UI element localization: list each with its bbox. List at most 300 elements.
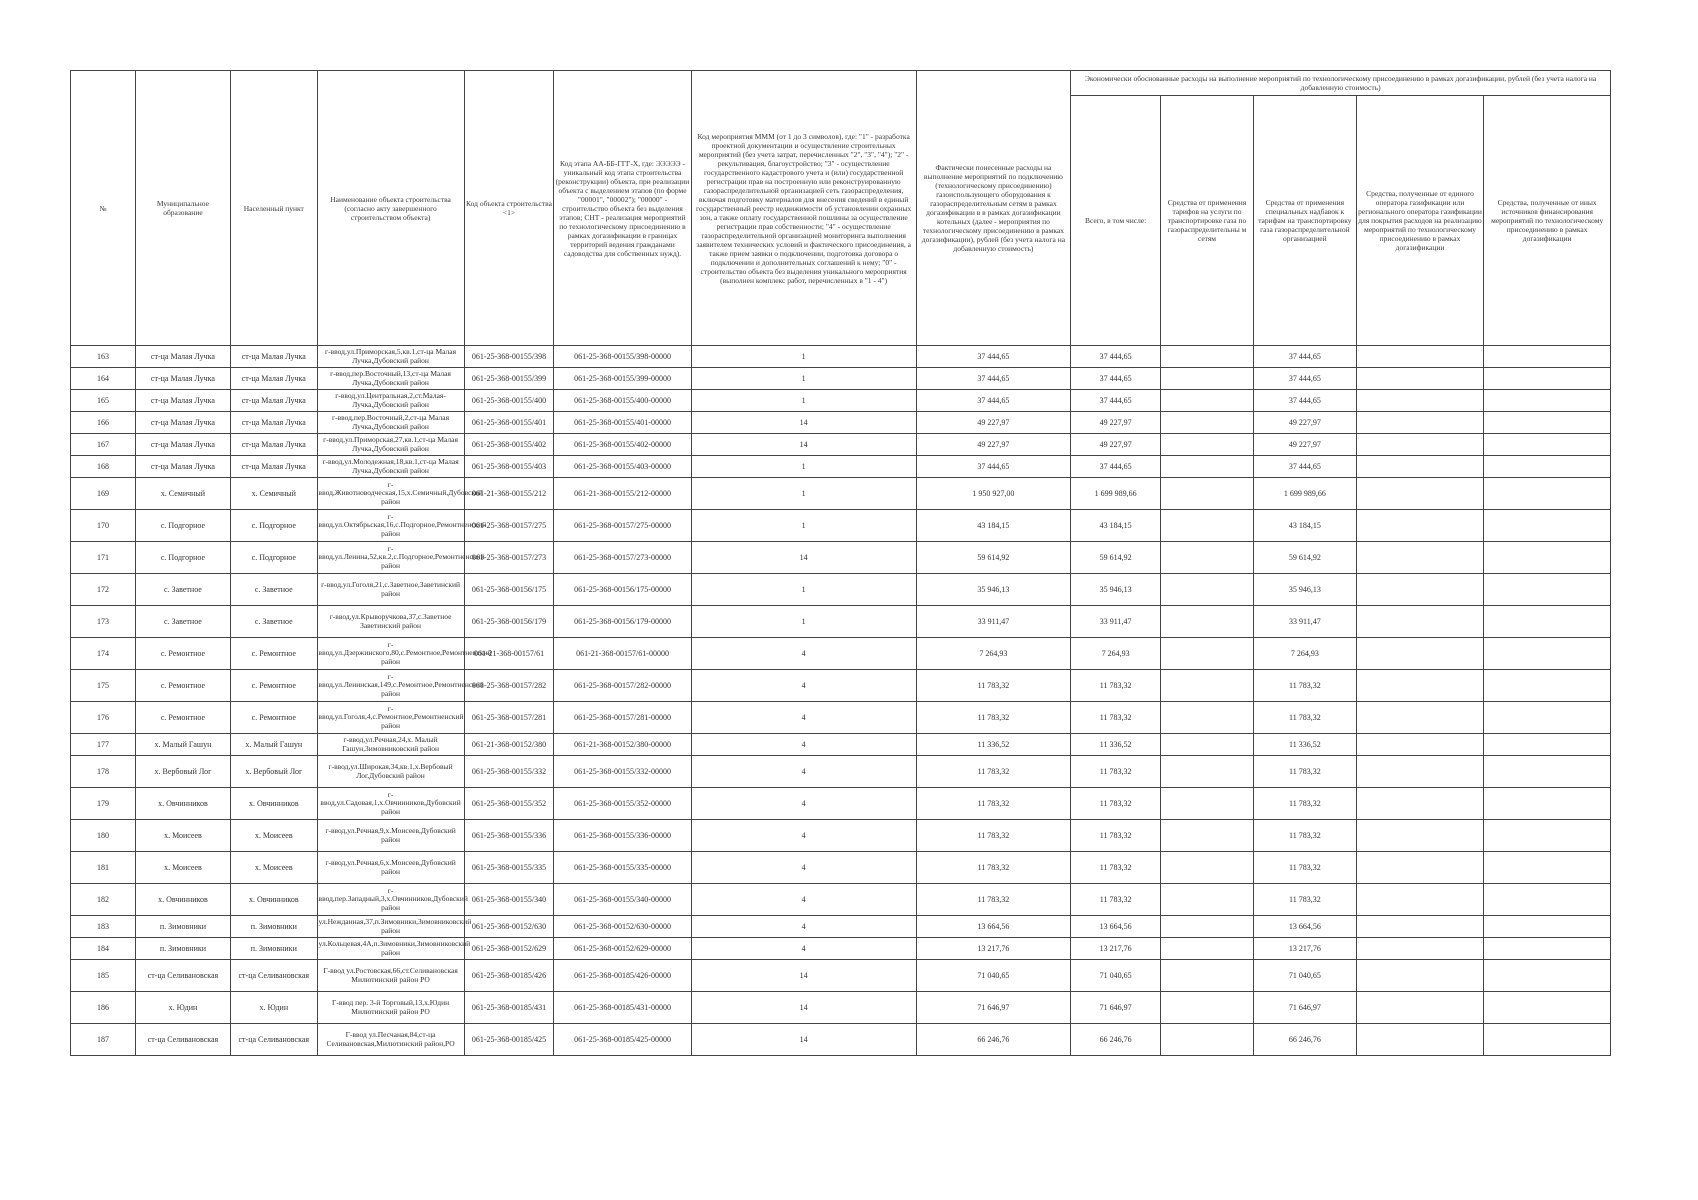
header-other-sources: Средства, полученные от иных источников финансирования мероприятий по технологическому присоединению в рамках догазификации (1484, 96, 1611, 346)
row-total: 11 783,32 (1071, 852, 1161, 884)
row-total: 1 699 989,66 (1071, 478, 1161, 510)
row-object-name: г-ввод,ул.Дзержинского,80,с.Ремонтное,Ремонтненский район (317, 638, 464, 670)
row-operator-funds (1356, 456, 1484, 478)
row-total: 11 336,52 (1071, 734, 1161, 756)
row-settlement: х. Вербовый Лог (231, 756, 318, 788)
row-total: 37 444,65 (1071, 390, 1161, 412)
row-number: 175 (71, 670, 136, 702)
row-number: 168 (71, 456, 136, 478)
row-stage-code: 061-25-368-00152/629-00000 (554, 938, 691, 960)
row-municipality: с. Подгорное (135, 542, 230, 574)
row-stage-code: 061-25-368-00155/352-00000 (554, 788, 691, 820)
table-row (71, 390, 1611, 412)
row-special-markup: 11 336,52 (1253, 734, 1356, 756)
row-operator-funds (1356, 702, 1484, 734)
row-number: 178 (71, 756, 136, 788)
row-other-sources (1484, 574, 1611, 606)
row-special-markup: 11 783,32 (1253, 820, 1356, 852)
row-actual-costs: 71 040,65 (916, 960, 1071, 992)
row-municipality: с. Ремонтное (135, 670, 230, 702)
row-number: 182 (71, 884, 136, 916)
row-special-markup: 49 227,97 (1253, 412, 1356, 434)
row-event-code: 14 (691, 434, 916, 456)
row-operator-funds (1356, 788, 1484, 820)
row-number: 179 (71, 788, 136, 820)
row-actual-costs: 1 950 927,00 (916, 478, 1071, 510)
row-municipality: х. Овчинников (135, 788, 230, 820)
row-tariff-transport (1160, 852, 1253, 884)
row-object-code: 061-21-368-00152/380 (464, 734, 554, 756)
row-actual-costs: 37 444,65 (916, 346, 1071, 368)
table-header (71, 71, 1611, 346)
table-row (71, 510, 1611, 542)
row-actual-costs: 37 444,65 (916, 456, 1071, 478)
row-other-sources (1484, 346, 1611, 368)
table-row (71, 542, 1611, 574)
table-row (71, 884, 1611, 916)
row-municipality: с. Ремонтное (135, 638, 230, 670)
row-operator-funds (1356, 670, 1484, 702)
gasification-costs-table (70, 70, 1611, 1056)
row-object-name: г-ввод,ул.Широкая,34,кв.1,х.Вербовый Лог,Дубовский район (317, 756, 464, 788)
row-other-sources (1484, 542, 1611, 574)
row-object-name: г-ввод,ул.Речная,9,х.Моисеев,Дубовский район (317, 820, 464, 852)
row-settlement: с. Подгорное (231, 510, 318, 542)
row-number: 186 (71, 992, 136, 1024)
row-event-code: 1 (691, 574, 916, 606)
row-number: 174 (71, 638, 136, 670)
row-object-name: г-ввод,ул.Октябрьская,16,с.Подгорное,Ремонтненский район (317, 510, 464, 542)
row-tariff-transport (1160, 368, 1253, 390)
table-row (71, 852, 1611, 884)
row-other-sources (1484, 756, 1611, 788)
row-object-name: Г-ввод пер. 3-й Торговый,13,х.Юдин Милютинский район РО (317, 992, 464, 1024)
row-special-markup: 37 444,65 (1253, 368, 1356, 390)
row-operator-funds (1356, 916, 1484, 938)
row-special-markup: 11 783,32 (1253, 788, 1356, 820)
row-object-name: ул.Нежданная,37,п.Зимовники,Зимовниковский район (317, 916, 464, 938)
row-operator-funds (1356, 412, 1484, 434)
row-object-name: г-ввод,ул.Приморская,27,кв.1,ст-ца Малая Лучка,Дубовский район (317, 434, 464, 456)
row-object-name: г-ввод,ул.Ленина,52,кв.2,с.Подгорное,Ремонтненский район (317, 542, 464, 574)
row-object-code: 061-25-368-00157/282 (464, 670, 554, 702)
row-actual-costs: 59 614,92 (916, 542, 1071, 574)
row-tariff-transport (1160, 916, 1253, 938)
row-stage-code: 061-25-368-00157/275-00000 (554, 510, 691, 542)
row-operator-funds (1356, 960, 1484, 992)
row-tariff-transport (1160, 702, 1253, 734)
row-event-code: 4 (691, 820, 916, 852)
row-other-sources (1484, 788, 1611, 820)
row-number: 166 (71, 412, 136, 434)
row-settlement: с. Ремонтное (231, 638, 318, 670)
row-stage-code: 061-25-368-00157/282-00000 (554, 670, 691, 702)
row-settlement: ст-ца Малая Лучка (231, 412, 318, 434)
row-operator-funds (1356, 542, 1484, 574)
row-settlement: ст-ца Малая Лучка (231, 456, 318, 478)
table-row (71, 992, 1611, 1024)
table-row (71, 412, 1611, 434)
row-municipality: х. Вербовый Лог (135, 756, 230, 788)
header-special-markup: Средства от применения специальных надбавок к тарифам на транспортировку газа газораспределительной организацией (1253, 96, 1356, 346)
row-tariff-transport (1160, 734, 1253, 756)
row-special-markup: 59 614,92 (1253, 542, 1356, 574)
row-special-markup: 11 783,32 (1253, 756, 1356, 788)
row-stage-code: 061-25-368-00152/630-00000 (554, 916, 691, 938)
table-row (71, 456, 1611, 478)
row-object-code: 061-25-368-00152/630 (464, 916, 554, 938)
row-event-code: 14 (691, 412, 916, 434)
table-row (71, 638, 1611, 670)
row-actual-costs: 37 444,65 (916, 368, 1071, 390)
row-total: 11 783,32 (1071, 788, 1161, 820)
row-other-sources (1484, 390, 1611, 412)
row-object-code: 061-25-368-00155/402 (464, 434, 554, 456)
row-municipality: с. Подгорное (135, 510, 230, 542)
row-municipality: ст-ца Малая Лучка (135, 434, 230, 456)
row-event-code: 14 (691, 992, 916, 1024)
row-municipality: ст-ца Малая Лучка (135, 346, 230, 368)
row-municipality: ст-ца Селивановская (135, 960, 230, 992)
row-settlement: с. Ремонтное (231, 670, 318, 702)
row-special-markup: 13 664,56 (1253, 916, 1356, 938)
row-total: 71 040,65 (1071, 960, 1161, 992)
header-stage-code: Код этапа АА-ББ-ГГГ-Х, где: ЭЭЭЭЭ - уникальный код этапа строительства (реконструкции) объекта, при реализации объекта с выделением этапов (по форме "00001", "00002"); "00000" - строительство объекта без выделения этапов; СНТ - реализация мероприятий по технологическому присоединению в рамках догазификации в границах территорий ведения гражданами садоводства для собственных нужд). (554, 71, 691, 346)
row-stage-code: 061-25-368-00155/332-00000 (554, 756, 691, 788)
row-tariff-transport (1160, 542, 1253, 574)
row-object-code: 061-25-368-00155/352 (464, 788, 554, 820)
table-body (71, 346, 1611, 1056)
row-object-name: ул.Кольцевая,4А,п.Зимовники,Зимовниковский район (317, 938, 464, 960)
row-municipality: п. Зимовники (135, 916, 230, 938)
row-number: 185 (71, 960, 136, 992)
row-event-code: 4 (691, 788, 916, 820)
table-row (71, 606, 1611, 638)
table-row (71, 734, 1611, 756)
row-special-markup: 37 444,65 (1253, 390, 1356, 412)
row-total: 43 184,15 (1071, 510, 1161, 542)
row-object-name: Г-ввод ул.Песчаная,84,ст-ца Селивановская,Милютинский район,РО (317, 1024, 464, 1056)
row-settlement: ст-ца Малая Лучка (231, 390, 318, 412)
row-total: 11 783,32 (1071, 884, 1161, 916)
row-total: 49 227,97 (1071, 434, 1161, 456)
row-object-code: 061-25-368-00185/431 (464, 992, 554, 1024)
header-operator-funds: Средства, полученные от единого оператора газификации или регионального оператора газификации для покрытия расходов на реализацию мероприятий по технологическому присоединению в рамках догазификации (1356, 96, 1484, 346)
table-row (71, 368, 1611, 390)
row-other-sources (1484, 1024, 1611, 1056)
row-object-code: 061-25-368-00156/179 (464, 606, 554, 638)
row-event-code: 4 (691, 852, 916, 884)
row-object-code: 061-25-368-00155/332 (464, 756, 554, 788)
row-settlement: х. Овчинников (231, 788, 318, 820)
row-settlement: с. Ремонтное (231, 702, 318, 734)
row-settlement: п. Зимовники (231, 916, 318, 938)
row-tariff-transport (1160, 670, 1253, 702)
row-municipality: ст-ца Малая Лучка (135, 390, 230, 412)
row-operator-funds (1356, 574, 1484, 606)
row-event-code: 4 (691, 702, 916, 734)
row-other-sources (1484, 884, 1611, 916)
row-municipality: с. Заветное (135, 606, 230, 638)
row-settlement: с. Заветное (231, 574, 318, 606)
row-municipality: х. Овчинников (135, 884, 230, 916)
row-number: 165 (71, 390, 136, 412)
row-event-code: 1 (691, 456, 916, 478)
row-number: 170 (71, 510, 136, 542)
row-object-name: г-ввод,ул.Ленинская,149,с.Ремонтное,Ремонтненский район (317, 670, 464, 702)
header-object-name: Наименование объекта строительства (согласно акту завершенного строительством объекта) (317, 71, 464, 346)
row-number: 180 (71, 820, 136, 852)
row-actual-costs: 11 783,32 (916, 788, 1071, 820)
row-stage-code: 061-25-368-00185/425-00000 (554, 1024, 691, 1056)
row-special-markup: 33 911,47 (1253, 606, 1356, 638)
row-actual-costs: 11 783,32 (916, 820, 1071, 852)
row-tariff-transport (1160, 960, 1253, 992)
row-event-code: 1 (691, 368, 916, 390)
row-number: 177 (71, 734, 136, 756)
row-municipality: ст-ца Малая Лучка (135, 368, 230, 390)
row-object-code: 061-25-368-00157/275 (464, 510, 554, 542)
header-actual-costs: Фактически понесенные расходы на выполнение мероприятий по подключению (технологическому присоединению) газоиспользующего оборудования к газораспределительным сетям в рамках догазификации в в рамках догазификации котельных (далее - мероприятия по технологическому присоединению в рамках догазификации), рублей (без учета налога на добавленную стоимость) (916, 71, 1071, 346)
row-special-markup: 11 783,32 (1253, 852, 1356, 884)
table-row (71, 574, 1611, 606)
row-actual-costs: 37 444,65 (916, 390, 1071, 412)
row-object-code: 061-25-368-00157/273 (464, 542, 554, 574)
row-tariff-transport (1160, 1024, 1253, 1056)
row-settlement: х. Юдин (231, 992, 318, 1024)
row-other-sources (1484, 992, 1611, 1024)
row-municipality: ст-ца Селивановская (135, 1024, 230, 1056)
row-total: 7 264,93 (1071, 638, 1161, 670)
row-stage-code: 061-25-368-00157/281-00000 (554, 702, 691, 734)
row-special-markup: 37 444,65 (1253, 346, 1356, 368)
row-total: 71 646,97 (1071, 992, 1161, 1024)
row-stage-code: 061-25-368-00155/403-00000 (554, 456, 691, 478)
row-stage-code: 061-25-368-00156/175-00000 (554, 574, 691, 606)
row-operator-funds (1356, 884, 1484, 916)
row-total: 66 246,76 (1071, 1024, 1161, 1056)
row-stage-code: 061-25-368-00155/401-00000 (554, 412, 691, 434)
row-number: 171 (71, 542, 136, 574)
row-number: 176 (71, 702, 136, 734)
row-total: 11 783,32 (1071, 670, 1161, 702)
row-operator-funds (1356, 820, 1484, 852)
row-special-markup: 49 227,97 (1253, 434, 1356, 456)
table-row (71, 702, 1611, 734)
row-object-code: 061-25-368-00155/401 (464, 412, 554, 434)
row-number: 169 (71, 478, 136, 510)
row-total: 59 614,92 (1071, 542, 1161, 574)
row-settlement: х. Малый Гашун (231, 734, 318, 756)
row-object-name: г-ввод,ул.Центральная,2,ст.Малая-Лучка,Дубовский район (317, 390, 464, 412)
row-object-name: г-ввод,пер.Восточный,13,ст-ца Малая Лучка,Дубовский район (317, 368, 464, 390)
row-stage-code: 061-25-368-00185/426-00000 (554, 960, 691, 992)
table-row (71, 478, 1611, 510)
table-row (71, 670, 1611, 702)
row-operator-funds (1356, 606, 1484, 638)
row-other-sources (1484, 734, 1611, 756)
row-other-sources (1484, 852, 1611, 884)
row-total: 37 444,65 (1071, 368, 1161, 390)
row-event-code: 4 (691, 884, 916, 916)
row-operator-funds (1356, 638, 1484, 670)
row-stage-code: 061-25-368-00155/402-00000 (554, 434, 691, 456)
row-settlement: х. Овчинников (231, 884, 318, 916)
row-object-code: 061-25-368-00155/398 (464, 346, 554, 368)
row-settlement: ст-ца Селивановская (231, 960, 318, 992)
row-object-name: г-ввод,ул.Садовая,1,х.Овчинников,Дубовский район (317, 788, 464, 820)
row-total: 13 217,76 (1071, 938, 1161, 960)
row-municipality: х. Моисеев (135, 820, 230, 852)
row-settlement: ст-ца Малая Лучка (231, 368, 318, 390)
row-special-markup: 71 040,65 (1253, 960, 1356, 992)
row-tariff-transport (1160, 456, 1253, 478)
table-row (71, 788, 1611, 820)
row-object-code: 061-25-368-00185/426 (464, 960, 554, 992)
row-settlement: п. Зимовники (231, 938, 318, 960)
row-tariff-transport (1160, 638, 1253, 670)
row-other-sources (1484, 670, 1611, 702)
row-object-code: 061-21-368-00157/61 (464, 638, 554, 670)
row-settlement: х. Моисеев (231, 852, 318, 884)
row-object-code: 061-25-368-00157/281 (464, 702, 554, 734)
row-actual-costs: 66 246,76 (916, 1024, 1071, 1056)
row-stage-code: 061-25-368-00157/273-00000 (554, 542, 691, 574)
row-tariff-transport (1160, 938, 1253, 960)
row-object-code: 061-25-368-00155/403 (464, 456, 554, 478)
row-special-markup: 7 264,93 (1253, 638, 1356, 670)
header-no: № (71, 71, 136, 346)
row-municipality: х. Малый Гашун (135, 734, 230, 756)
row-stage-code: 061-21-368-00157/61-00000 (554, 638, 691, 670)
row-municipality: х. Моисеев (135, 852, 230, 884)
row-actual-costs: 11 783,32 (916, 702, 1071, 734)
row-operator-funds (1356, 390, 1484, 412)
row-actual-costs: 11 783,32 (916, 756, 1071, 788)
row-object-code: 061-25-368-00156/175 (464, 574, 554, 606)
row-other-sources (1484, 510, 1611, 542)
row-actual-costs: 71 646,97 (916, 992, 1071, 1024)
row-object-name: г-ввод,пер.Западный,3,х.Овчинников,Дубовский район (317, 884, 464, 916)
row-other-sources (1484, 960, 1611, 992)
header-settlement: Населенный пункт (231, 71, 318, 346)
row-stage-code: 061-25-368-00155/400-00000 (554, 390, 691, 412)
row-object-name: г-ввод,ул.Приморская,5,кв.1,ст-ца Малая Лучка,Дубовский район (317, 346, 464, 368)
row-object-name: г-ввод,ул.Крыворучкова,37,с.Заветное Заветинский район (317, 606, 464, 638)
row-special-markup: 11 783,32 (1253, 884, 1356, 916)
row-object-name: г-ввод,ул.Гоголя,21,с.Заветное,Заветинский район (317, 574, 464, 606)
row-municipality: х. Юдин (135, 992, 230, 1024)
row-tariff-transport (1160, 390, 1253, 412)
row-other-sources (1484, 702, 1611, 734)
row-settlement: ст-ца Малая Лучка (231, 434, 318, 456)
header-event-code: Код мероприятия МММ (от 1 до 3 символов), где: "1" - разработка проектной документации и осуществление строительных мероприятий (без учета затрат, перечисленных "2", "3", "4"); "2" - рекультивация, благоустройство; "3" - осуществление государственного кадастрового учета и (или) государственной регистрации прав на построенную или реконструированную газораспределительной организацией сеть газораспределения, включая подготовку материалов для внесения сведений в единый государственный реестр недвижимости об установлении охранных зон, а также оплату государственной пошлины за осуществление регистрации прав собственности; "4" - осуществление газораспределительной организацией мониторинга выполнения заявителем технических условий и фактического присоединения, а также прием заявки о подключении, подготовка договора о подключении и дополнительных соглашений к нему; "0" - строительство объекта без выделения уникального мероприятия (выполнен комплекс работ, перечисленных в "1 - 4") (691, 71, 916, 346)
row-actual-costs: 43 184,15 (916, 510, 1071, 542)
row-total: 37 444,65 (1071, 456, 1161, 478)
row-event-code: 4 (691, 938, 916, 960)
row-stage-code: 061-21-368-00155/212-00000 (554, 478, 691, 510)
row-special-markup: 11 783,32 (1253, 702, 1356, 734)
document-sheet (70, 70, 1611, 1056)
row-operator-funds (1356, 510, 1484, 542)
row-number: 173 (71, 606, 136, 638)
row-number: 181 (71, 852, 136, 884)
row-number: 172 (71, 574, 136, 606)
row-settlement: х. Моисеев (231, 820, 318, 852)
row-number: 183 (71, 916, 136, 938)
row-object-name: г-ввод,ул.Гоголя,4,с.Ремонтное,Ремонтненский район (317, 702, 464, 734)
header-total: Всего, в том числе: (1071, 96, 1161, 346)
row-stage-code: 061-25-368-00155/340-00000 (554, 884, 691, 916)
row-tariff-transport (1160, 820, 1253, 852)
row-municipality: ст-ца Малая Лучка (135, 412, 230, 434)
row-tariff-transport (1160, 510, 1253, 542)
row-special-markup: 66 246,76 (1253, 1024, 1356, 1056)
table-row (71, 938, 1611, 960)
row-event-code: 14 (691, 960, 916, 992)
row-total: 49 227,97 (1071, 412, 1161, 434)
row-actual-costs: 33 911,47 (916, 606, 1071, 638)
row-tariff-transport (1160, 788, 1253, 820)
row-object-code: 061-25-368-00152/629 (464, 938, 554, 960)
row-other-sources (1484, 938, 1611, 960)
row-event-code: 14 (691, 1024, 916, 1056)
row-stage-code: 061-25-368-00155/399-00000 (554, 368, 691, 390)
row-tariff-transport (1160, 434, 1253, 456)
row-special-markup: 35 946,13 (1253, 574, 1356, 606)
row-number: 187 (71, 1024, 136, 1056)
row-special-markup: 37 444,65 (1253, 456, 1356, 478)
row-operator-funds (1356, 852, 1484, 884)
table-row (71, 1024, 1611, 1056)
table-row (71, 916, 1611, 938)
header-econ-group: Экономически обоснованные расходы на выполнение мероприятий по технологическому присоединению в рамках догазификации, рублей (без учета налога на добавленную стоимость) (1071, 71, 1611, 96)
row-event-code: 1 (691, 390, 916, 412)
row-tariff-transport (1160, 606, 1253, 638)
row-stage-code: 061-25-368-00155/336-00000 (554, 820, 691, 852)
row-settlement: с. Подгорное (231, 542, 318, 574)
row-operator-funds (1356, 434, 1484, 456)
row-settlement: ст-ца Малая Лучка (231, 346, 318, 368)
row-object-code: 061-21-368-00155/212 (464, 478, 554, 510)
row-object-code: 061-25-368-00155/336 (464, 820, 554, 852)
table-row (71, 346, 1611, 368)
row-total: 37 444,65 (1071, 346, 1161, 368)
table-row (71, 434, 1611, 456)
row-settlement: х. Семичный (231, 478, 318, 510)
row-special-markup: 1 699 989,66 (1253, 478, 1356, 510)
row-other-sources (1484, 434, 1611, 456)
row-municipality: х. Семичный (135, 478, 230, 510)
row-operator-funds (1356, 478, 1484, 510)
row-operator-funds (1356, 734, 1484, 756)
row-actual-costs: 35 946,13 (916, 574, 1071, 606)
row-stage-code: 061-21-368-00152/380-00000 (554, 734, 691, 756)
row-stage-code: 061-25-368-00155/335-00000 (554, 852, 691, 884)
row-actual-costs: 11 336,52 (916, 734, 1071, 756)
row-total: 13 664,56 (1071, 916, 1161, 938)
row-number: 164 (71, 368, 136, 390)
row-special-markup: 11 783,32 (1253, 670, 1356, 702)
row-operator-funds (1356, 1024, 1484, 1056)
row-municipality: с. Ремонтное (135, 702, 230, 734)
row-actual-costs: 13 664,56 (916, 916, 1071, 938)
row-settlement: с. Заветное (231, 606, 318, 638)
row-event-code: 1 (691, 478, 916, 510)
row-object-code: 061-25-368-00155/340 (464, 884, 554, 916)
row-object-code: 061-25-368-00185/425 (464, 1024, 554, 1056)
row-other-sources (1484, 638, 1611, 670)
